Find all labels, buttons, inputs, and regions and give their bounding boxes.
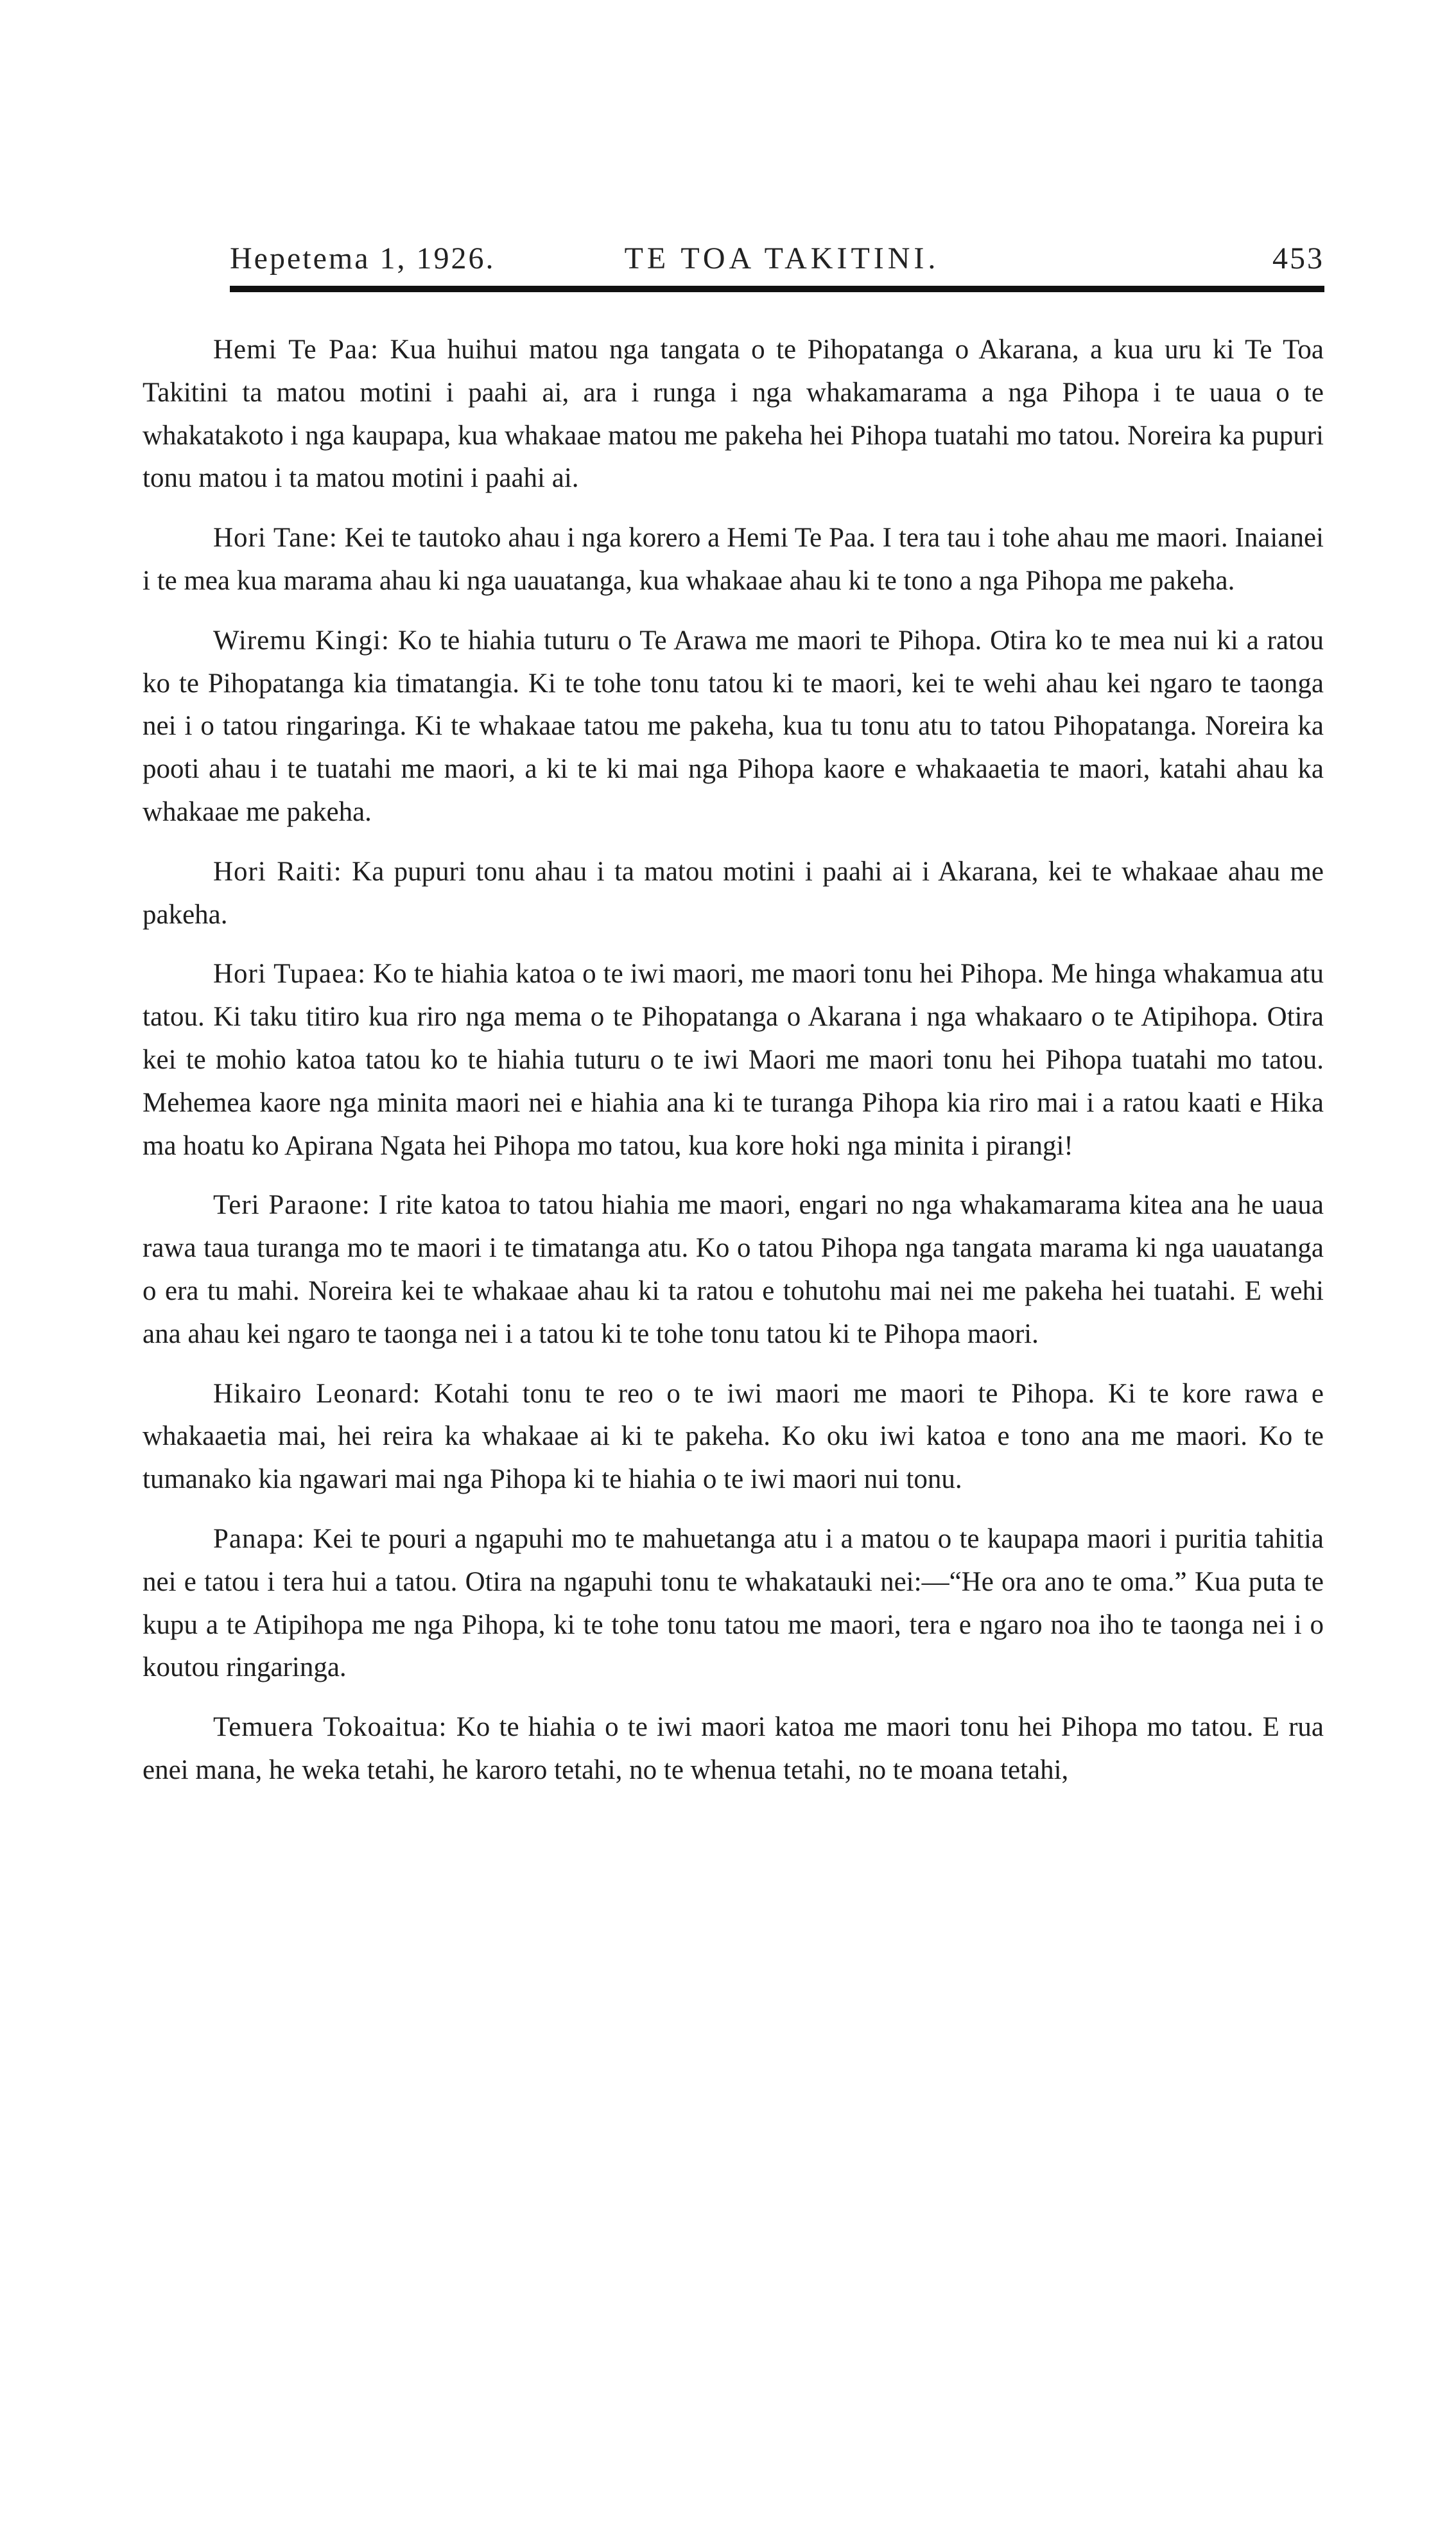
paragraph-text: Ko te hiahia katoa o te iwi maori, me maori tonu hei Pihopa. Me hinga whakamua atu tatou. Ki taku titiro kua riro nga mema o te Pihopatanga o Akarana i nga whakaaro o te Atipihopa. Otira kei te mohio katoa tatou ko te hiahia tuturu o te iwi Maori me maori tonu hei Pihopa tuatahi mo tatou. Mehemea kaore nga minita maori nei e hiahia ana ki te turanga Pihopa kia riro mai i a ratou kaati e Hika ma hoatu ko Apirana Ngata hei Pihopa mo tatou, kua kore hoki nga minita i pirangi! bbox=[143, 959, 1324, 1161]
speaker-name: Temuera Tokoaitua: bbox=[213, 1712, 447, 1743]
speaker-name: Wiremu Kingi: bbox=[213, 625, 390, 656]
paragraph bbox=[143, 1184, 1324, 1356]
header-title: TE TOA TAKITINI. bbox=[624, 241, 940, 275]
paragraph bbox=[143, 329, 1324, 500]
speaker-name: Hori Raiti: bbox=[213, 856, 342, 887]
paragraph bbox=[143, 620, 1324, 834]
paragraph-text: Ka pupuri tonu ahau i ta matou motini i paahi ai i Akarana, kei te whakaae ahau me pakeha. bbox=[143, 856, 1324, 930]
paragraph-text: Kotahi tonu te reo o te iwi maori me maori te Pihopa. Ki te kore rawa e whakaaetia mai, hei reira ka whakaae ai ki te pakeha. Ko oku iwi katoa e tono ana me maori. Ko te tumanako kia ngawari mai nga Pihopa ki te hiahia o te iwi maori nui tonu. bbox=[143, 1378, 1324, 1495]
paragraph bbox=[143, 1373, 1324, 1501]
speaker-name: Hori Tupaea: bbox=[213, 959, 367, 990]
paragraph-text: Ko te hiahia o te iwi maori katoa me maori tonu hei Pihopa mo tatou. E rua enei mana, he weka tetahi, he karoro tetahi, no te whenua tetahi, no te moana tetahi, bbox=[143, 1712, 1324, 1785]
paragraph bbox=[143, 517, 1324, 603]
paragraph-text: Kua huihui matou nga tangata o te Pihopatanga o Akarana, a kua uru ki Te Toa Takitini ta matou motini i paahi ai, ara i runga i nga whakamarama a nga Pihopa i te uaua o te whakatakoto i nga kaupapa, kua whakaae matou me pakeha hei Pihopa tuatahi mo tatou. Noreira ka pupuri tonu matou i ta matou motini i paahi ai. bbox=[143, 335, 1324, 494]
body-text bbox=[143, 329, 1324, 1792]
paragraph bbox=[143, 851, 1324, 937]
page-number: 453 bbox=[1272, 241, 1324, 275]
speaker-name: Hori Tane: bbox=[213, 523, 338, 554]
speaker-name: Hemi Te Paa: bbox=[213, 335, 379, 365]
speaker-name: Teri Paraone: bbox=[213, 1190, 370, 1221]
speaker-name: Panapa: bbox=[213, 1523, 306, 1554]
header-date: Hepetema 1, 1926. bbox=[230, 241, 496, 275]
paragraph-text: Kei te tautoko ahau i nga korero a Hemi Te Paa. I tera tau i tohe ahau me maori. Inaianei i te mea kua marama ahau ki nga uauatanga, kua whakaae ahau ki te tono a nga Pihopa me pakeha. bbox=[143, 523, 1324, 596]
paragraph-text: Ko te hiahia tuturu o Te Arawa me maori te Pihopa. Otira ko te mea nui ki a ratou ko te Pihopatanga kia timatangia. Ki te tohe tonu tatou ki te maori, kei te wehi ahau kei ngaro te taonga nei i o tatou ringaringa. Ki te whakaae tatou me pakeha, kua tu tonu atu to tatou Pihopatanga. Noreira ka pooti ahau i te tuatahi me maori, a ki te ki mai nga Pihopa kaore e whakaaetia te maori, katahi ahau ka whakaae me pakeha. bbox=[143, 625, 1324, 827]
speaker-name: Hikairo Leonard: bbox=[213, 1378, 421, 1409]
header-rule bbox=[230, 286, 1324, 292]
paragraph bbox=[143, 1706, 1324, 1792]
paragraph-text: I rite katoa to tatou hiahia me maori, engari no nga whakamarama kitea ana he uaua rawa taua turanga mo te maori i te timatanga atu. Ko o tatou Pihopa nga tangata marama ki nga uauatanga o era tu mahi. Noreira kei te whakaae ahau ki ta ratou e tohutohu mai nei me pakeha hei tuatahi. E wehi ana ahau kei ngaro te taonga nei i a tatou ki te tohe tonu tatou ki te Pihopa maori. bbox=[143, 1190, 1324, 1349]
page-header bbox=[230, 236, 1324, 281]
paragraph-text: Kei te pouri a ngapuhi mo te mahuetanga atu i a matou o te kaupapa maori i puritia tahitia nei e tatou i tera hui a tatou. Otira na ngapuhi tonu te whakatauki nei:—“He ora ano te oma.” Kua puta te kupu a te Atipihopa me nga Pihopa, ki te tohe tonu tatou me maori, tera e ngaro noa iho te taonga nei i o koutou ringaringa. bbox=[143, 1523, 1324, 1683]
paragraph bbox=[143, 953, 1324, 1167]
paragraph bbox=[143, 1518, 1324, 1689]
